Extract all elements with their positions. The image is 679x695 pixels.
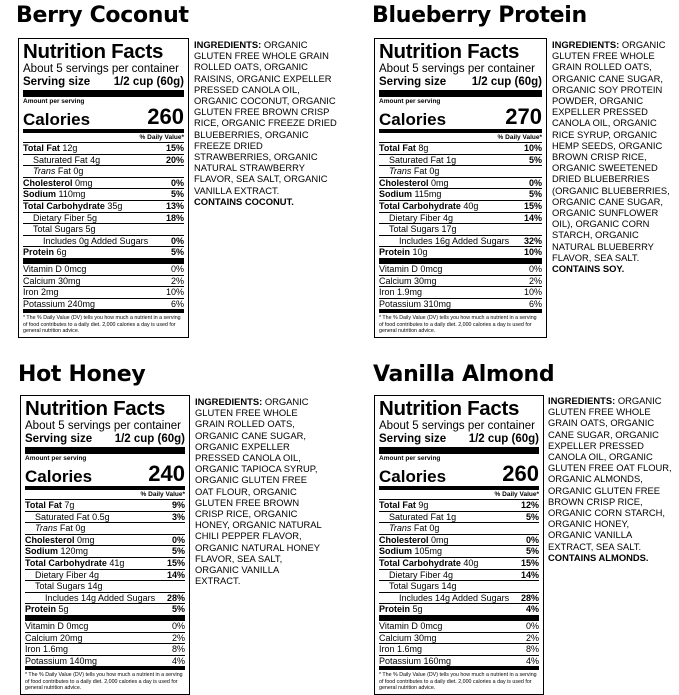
iron-label: Iron 1.9mg bbox=[379, 287, 423, 298]
calories-value: 270 bbox=[505, 104, 542, 129]
total-fat-label: Total Fat bbox=[25, 500, 62, 510]
sodium-dv: 5% bbox=[525, 546, 539, 557]
nutrition-facts-title: Nutrition Facts bbox=[23, 40, 164, 63]
calories-row bbox=[379, 463, 539, 490]
dietary-fiber-value: 4g bbox=[89, 569, 100, 580]
product-panel bbox=[373, 362, 679, 695]
servings-per-container: About 5 servings per container bbox=[379, 420, 535, 432]
protein-label: Protein bbox=[379, 247, 411, 258]
cholesterol-row bbox=[379, 535, 539, 547]
total-carbohydrate-label: Total Carbohydrate bbox=[379, 200, 461, 211]
ingredients-text bbox=[552, 39, 677, 274]
protein-row bbox=[379, 247, 542, 264]
protein-dv: 10% bbox=[523, 247, 542, 258]
added-sugars-row bbox=[23, 236, 184, 248]
total-sugars-label: Total Sugars bbox=[35, 581, 86, 592]
added-sugars-row bbox=[25, 593, 185, 605]
trans-fat-suffix: Fat bbox=[59, 523, 73, 534]
dietary-fiber-row bbox=[25, 570, 185, 582]
potassium-dv: 4% bbox=[171, 655, 185, 666]
total-fat-dv: 12% bbox=[520, 500, 539, 510]
ingredients-list: ORGANIC GLUTEN FREE WHOLE GRAIN OATS, ORGANIC CANE SUGAR, ORGANIC EXPELLER PRESSED CANOLA OIL, ORGANIC GLUTEN FREE OAT FLOUR, ORGANIC ALMONDS, ORGANIC GLUTEN FREE BROWN CRISP RICE, ORGANIC CORN STARCH, ORGANIC HONEY, ORGANIC VANILLA EXTRACT, SEA SALT. bbox=[548, 395, 672, 552]
dietary-fiber-label: Dietary Fiber bbox=[389, 569, 441, 580]
total-fat-dv: 9% bbox=[171, 500, 185, 510]
total-sugars-row bbox=[379, 581, 539, 593]
total-carbohydrate-dv: 15% bbox=[520, 557, 539, 568]
cholesterol-label: Cholesterol bbox=[25, 534, 75, 545]
product-panel bbox=[372, 3, 679, 343]
dietary-fiber-value: 5g bbox=[87, 212, 98, 223]
saturated-fat-dv: 20% bbox=[165, 154, 184, 165]
allergen-statement: CONTAINS COCONUT. bbox=[194, 195, 294, 207]
added-sugars-dv: 0% bbox=[170, 235, 184, 246]
nutrition-facts-title: Nutrition Facts bbox=[379, 397, 520, 420]
sodium-row bbox=[23, 189, 184, 201]
trans-fat-suffix: Fat bbox=[413, 166, 427, 177]
potassium-dv: 4% bbox=[525, 655, 539, 666]
iron-dv: 10% bbox=[523, 287, 542, 298]
product-title: Hot Honey bbox=[18, 362, 146, 387]
total-carbohydrate-dv: 15% bbox=[166, 557, 185, 568]
potassium-row bbox=[25, 656, 185, 671]
calcium-label: Calcium 30mg bbox=[23, 275, 81, 286]
vitamin-d-dv: 0% bbox=[170, 263, 184, 274]
calories-label: Calories bbox=[379, 467, 447, 486]
added-sugars-row bbox=[379, 236, 542, 248]
serving-size-row bbox=[25, 433, 185, 454]
saturated-fat-row bbox=[25, 512, 185, 524]
sodium-label: Sodium bbox=[23, 189, 56, 200]
sodium-dv: 5% bbox=[170, 189, 184, 200]
potassium-label: Potassium 140mg bbox=[25, 655, 98, 666]
potassium-label: Potassium 310mg bbox=[379, 298, 452, 309]
potassium-dv: 6% bbox=[528, 298, 542, 309]
allergen-statement: CONTAINS SOY. bbox=[552, 263, 625, 275]
trans-fat-label: Trans bbox=[35, 523, 58, 534]
total-fat-dv: 10% bbox=[523, 143, 542, 153]
vitamin-d-dv: 0% bbox=[528, 263, 542, 274]
nutrition-facts-label bbox=[374, 38, 547, 338]
iron-row bbox=[379, 644, 539, 656]
total-sugars-row bbox=[379, 224, 542, 236]
sodium-dv: 5% bbox=[171, 546, 185, 557]
dietary-fiber-row bbox=[379, 570, 539, 582]
calories-value: 240 bbox=[148, 461, 185, 486]
trans-fat-label: Trans bbox=[389, 166, 412, 177]
trans-fat-label: Trans bbox=[33, 166, 56, 177]
saturated-fat-dv: 5% bbox=[525, 511, 539, 522]
dietary-fiber-dv: 14% bbox=[166, 569, 185, 580]
daily-value-footnote: * The % Daily Value (DV) tells you how much a nutrient in a serving of food contributes to a daily diet. 2,000 calories a day is used for general nutrition advice. bbox=[25, 672, 183, 691]
allergen-statement: CONTAINS ALMONDS. bbox=[548, 551, 649, 563]
daily-value-header: % Daily Value* bbox=[23, 133, 184, 143]
total-carbohydrate-value: 40g bbox=[463, 200, 479, 211]
ingredients-heading: INGREDIENTS: bbox=[552, 39, 620, 50]
total-fat-dv: 15% bbox=[165, 143, 184, 153]
vitamin-d-row bbox=[379, 621, 539, 633]
saturated-fat-label: Saturated Fat bbox=[389, 154, 444, 165]
total-sugars-value: 14g bbox=[441, 581, 457, 592]
daily-value-footnote: * The % Daily Value (DV) tells you how much a nutrient in a serving of food contributes to a daily diet. 2,000 calories a day is used for general nutrition advice. bbox=[379, 315, 537, 334]
calories-label: Calories bbox=[379, 110, 447, 129]
calories-value: 260 bbox=[147, 104, 184, 129]
vitamin-d-row bbox=[25, 621, 185, 633]
total-carbohydrate-label: Total Carbohydrate bbox=[25, 557, 107, 568]
sodium-value: 105mg bbox=[414, 546, 443, 557]
potassium-label: Potassium 160mg bbox=[379, 655, 452, 666]
saturated-fat-label: Saturated Fat bbox=[35, 511, 90, 522]
ingredients-text bbox=[195, 396, 325, 586]
protein-value: 10g bbox=[412, 247, 428, 258]
product-title: Blueberry Protein bbox=[372, 3, 587, 28]
ingredients-list: ORGANIC GLUTEN FREE WHOLE GRAIN ROLLED OATS, ORGANIC CANE SUGAR, ORGANIC SOY PROTEIN POWDER, ORGANIC EXPELLER PRESSED CANOLA OIL, ORGANIC RICE SYRUP, ORGANIC HEMP SEEDS, ORGANIC BROWN CRISP RICE, ORGANIC SWEETENED DRIED BLUEBERRIES (ORGANIC BLUEBERRIES, ORGANIC CANE SUGAR, ORGANIC SUNFLOWER OIL), ORGANIC CORN STARCH, ORGANIC NATURAL BLUEBERRY FLAVOR, SEA SALT. bbox=[552, 39, 670, 263]
saturated-fat-dv: 5% bbox=[528, 154, 542, 165]
vitamin-d-label: Vitamin D 0mcg bbox=[23, 263, 87, 274]
cholesterol-value: 0mg bbox=[431, 534, 449, 545]
sodium-value: 120mg bbox=[60, 546, 89, 557]
cholesterol-label: Cholesterol bbox=[23, 177, 73, 188]
calcium-label: Calcium 30mg bbox=[379, 632, 437, 643]
potassium-dv: 6% bbox=[170, 298, 184, 309]
trans-fat-row bbox=[25, 523, 185, 535]
total-sugars-value: 17g bbox=[441, 224, 457, 235]
cholesterol-row bbox=[379, 178, 542, 190]
total-sugars-label: Total Sugars bbox=[33, 224, 84, 235]
calories-label: Calories bbox=[23, 110, 91, 129]
potassium-row bbox=[23, 299, 184, 314]
ingredients-heading: INGREDIENTS: bbox=[548, 395, 616, 406]
sodium-label: Sodium bbox=[379, 189, 412, 200]
cholesterol-dv: 0% bbox=[528, 177, 542, 188]
total-carbohydrate-row bbox=[379, 558, 539, 570]
sodium-row bbox=[379, 189, 542, 201]
total-sugars-label: Total Sugars bbox=[389, 224, 440, 235]
iron-label: Iron 1.6mg bbox=[379, 644, 423, 655]
calcium-row bbox=[379, 633, 539, 645]
added-sugars-row bbox=[379, 593, 539, 605]
calories-row bbox=[379, 106, 542, 133]
protein-dv: 4% bbox=[525, 604, 539, 615]
saturated-fat-row bbox=[379, 155, 542, 167]
cholesterol-value: 0mg bbox=[77, 534, 95, 545]
vitamin-d-row bbox=[379, 264, 542, 276]
total-fat-row bbox=[25, 500, 185, 512]
iron-dv: 8% bbox=[525, 644, 539, 655]
vitamin-d-dv: 0% bbox=[525, 620, 539, 631]
nutrition-facts-label bbox=[20, 395, 190, 695]
calcium-dv: 2% bbox=[170, 275, 184, 286]
protein-value: 6g bbox=[56, 247, 67, 258]
serving-size-value: 1/2 cup (60g) bbox=[468, 433, 539, 445]
servings-per-container: About 5 servings per container bbox=[25, 420, 181, 432]
trans-fat-row bbox=[23, 166, 184, 178]
sodium-label: Sodium bbox=[379, 546, 412, 557]
cholesterol-value: 0mg bbox=[75, 177, 93, 188]
total-fat-value: 12g bbox=[62, 143, 78, 153]
total-carbohydrate-value: 40g bbox=[463, 557, 479, 568]
protein-value: 5g bbox=[58, 604, 69, 615]
serving-size-row bbox=[379, 433, 539, 454]
calcium-label: Calcium 30mg bbox=[379, 275, 437, 286]
saturated-fat-label: Saturated Fat bbox=[33, 154, 88, 165]
serving-size-value: 1/2 cup (60g) bbox=[113, 76, 184, 88]
iron-row bbox=[379, 287, 542, 299]
iron-label: Iron 1.6mg bbox=[25, 644, 69, 655]
dietary-fiber-label: Dietary Fiber bbox=[389, 212, 441, 223]
sodium-value: 110mg bbox=[58, 189, 86, 200]
total-sugars-row bbox=[23, 224, 184, 236]
vitamin-d-label: Vitamin D 0mcg bbox=[25, 620, 89, 631]
cholesterol-dv: 0% bbox=[170, 177, 184, 188]
amount-per-serving: Amount per serving bbox=[25, 455, 87, 462]
servings-per-container: About 5 servings per container bbox=[379, 63, 535, 75]
serving-size-value: 1/2 cup (60g) bbox=[114, 433, 185, 445]
added-sugars-dv: 28% bbox=[166, 592, 185, 603]
daily-value-footnote: * The % Daily Value (DV) tells you how much a nutrient in a serving of food contributes to a daily diet. 2,000 calories a day is used for general nutrition advice. bbox=[23, 315, 181, 334]
iron-row bbox=[25, 644, 185, 656]
total-carbohydrate-row bbox=[379, 201, 542, 213]
trans-fat-value: 0g bbox=[429, 166, 440, 177]
amount-per-serving: Amount per serving bbox=[23, 98, 85, 105]
total-sugars-value: 14g bbox=[87, 581, 103, 592]
protein-value: 5g bbox=[412, 604, 423, 615]
total-fat-label: Total Fat bbox=[379, 143, 416, 153]
cholesterol-row bbox=[23, 178, 184, 190]
added-sugars-label: Includes 16g Added Sugars bbox=[399, 235, 510, 246]
ingredients-list: ORGANIC GLUTEN FREE WHOLE GRAIN ROLLED OATS, ORGANIC CANE SUGAR, ORGANIC EXPELLER PRESSED CANOLA OIL, ORGANIC TAPIOCA SYRUP, ORGANIC GLUTEN FREE OAT FLOUR, ORGANIC GLUTEN FREE BROWN CRISP RICE, ORGANIC HONEY, ORGANIC NATURAL CHILI PEPPER FLAVOR, ORGANIC NATURAL HONEY FLAVOR, SEA SALT, ORGANIC VANILLA EXTRACT. bbox=[195, 396, 322, 587]
nutrition-facts-title: Nutrition Facts bbox=[379, 40, 520, 63]
vitamin-d-label: Vitamin D 0mcg bbox=[379, 263, 443, 274]
ingredients-text bbox=[194, 39, 338, 207]
vitamin-d-row bbox=[23, 264, 184, 276]
sodium-value: 115mg bbox=[414, 189, 442, 200]
saturated-fat-row bbox=[379, 512, 539, 524]
trans-fat-value: 0g bbox=[429, 523, 440, 534]
dietary-fiber-row bbox=[23, 213, 184, 225]
serving-size-label: Serving size bbox=[379, 433, 447, 445]
trans-fat-suffix: Fat bbox=[413, 523, 427, 534]
protein-label: Protein bbox=[25, 604, 57, 615]
protein-dv: 5% bbox=[170, 247, 184, 258]
cholesterol-label: Cholesterol bbox=[379, 534, 429, 545]
cholesterol-value: 0mg bbox=[431, 177, 449, 188]
trans-fat-label: Trans bbox=[389, 523, 412, 534]
saturated-fat-value: 1g bbox=[446, 511, 457, 522]
iron-dv: 8% bbox=[171, 644, 185, 655]
dietary-fiber-value: 4g bbox=[443, 569, 454, 580]
total-sugars-value: 5g bbox=[85, 224, 96, 235]
total-sugars-row bbox=[25, 581, 185, 593]
total-fat-value: 7g bbox=[64, 500, 75, 510]
calories-row bbox=[25, 463, 185, 490]
added-sugars-dv: 28% bbox=[520, 592, 539, 603]
cholesterol-dv: 0% bbox=[525, 534, 539, 545]
sodium-label: Sodium bbox=[25, 546, 58, 557]
total-fat-value: 9g bbox=[418, 500, 429, 510]
daily-value-header: % Daily Value* bbox=[379, 490, 539, 500]
dietary-fiber-dv: 18% bbox=[165, 212, 184, 223]
total-fat-label: Total Fat bbox=[379, 500, 416, 510]
calcium-label: Calcium 20mg bbox=[25, 632, 83, 643]
added-sugars-label: Includes 14g Added Sugars bbox=[45, 592, 156, 603]
daily-value-header: % Daily Value* bbox=[25, 490, 185, 500]
saturated-fat-dv: 3% bbox=[171, 511, 185, 522]
total-carbohydrate-dv: 15% bbox=[523, 200, 542, 211]
nutrition-facts-label bbox=[374, 395, 544, 695]
vitamin-d-label: Vitamin D 0mcg bbox=[379, 620, 443, 631]
total-carbohydrate-dv: 13% bbox=[165, 200, 184, 211]
serving-size-label: Serving size bbox=[379, 76, 447, 88]
nutrition-facts-title: Nutrition Facts bbox=[25, 397, 166, 420]
saturated-fat-value: 1g bbox=[446, 154, 457, 165]
iron-dv: 10% bbox=[165, 287, 184, 298]
total-fat-row bbox=[379, 143, 542, 155]
servings-per-container: About 5 servings per container bbox=[23, 63, 179, 75]
potassium-label: Potassium 240mg bbox=[23, 298, 96, 309]
saturated-fat-label: Saturated Fat bbox=[389, 511, 444, 522]
protein-row bbox=[379, 604, 539, 621]
dietary-fiber-label: Dietary Fiber bbox=[35, 569, 87, 580]
total-carbohydrate-row bbox=[23, 201, 184, 213]
trans-fat-suffix: Fat bbox=[57, 166, 71, 177]
potassium-row bbox=[379, 656, 539, 671]
serving-size-label: Serving size bbox=[23, 76, 91, 88]
cholesterol-row bbox=[25, 535, 185, 547]
dietary-fiber-dv: 14% bbox=[523, 212, 542, 223]
amount-per-serving: Amount per serving bbox=[379, 98, 441, 105]
potassium-row bbox=[379, 299, 542, 314]
calcium-dv: 2% bbox=[171, 632, 185, 643]
total-carbohydrate-label: Total Carbohydrate bbox=[23, 200, 105, 211]
dietary-fiber-row bbox=[379, 213, 542, 225]
calories-value: 260 bbox=[502, 461, 539, 486]
total-carbohydrate-value: 41g bbox=[109, 557, 125, 568]
cholesterol-label: Cholesterol bbox=[379, 177, 429, 188]
serving-size-row bbox=[379, 76, 542, 97]
sodium-dv: 5% bbox=[528, 189, 542, 200]
vitamin-d-dv: 0% bbox=[171, 620, 185, 631]
calcium-row bbox=[25, 633, 185, 645]
serving-size-row bbox=[23, 76, 184, 97]
saturated-fat-value: 4g bbox=[90, 154, 101, 165]
added-sugars-dv: 32% bbox=[523, 235, 542, 246]
protein-label: Protein bbox=[379, 604, 411, 615]
daily-value-footnote: * The % Daily Value (DV) tells you how much a nutrient in a serving of food contributes to a daily diet. 2,000 calories a day is used for general nutrition advice. bbox=[379, 672, 537, 691]
trans-fat-row bbox=[379, 523, 539, 535]
ingredients-list: ORGANIC GLUTEN FREE WHOLE GRAIN ROLLED OATS, ORGANIC RAISINS, ORGANIC EXPELLER PRESSED CANOLA OIL, ORGANIC COCONUT, ORGANIC GLUTEN FREE BROWN CRISP RICE, ORGANIC FREEZE DRIED BLUEBERRIES, ORGANIC FREEZE DRIED STRAWBERRIES, ORGANIC NATURAL STRAWBERRY FLAVOR, SEA SALT, ORGANIC VANILLA EXTRACT. bbox=[194, 39, 337, 196]
total-carbohydrate-value: 35g bbox=[107, 200, 123, 211]
protein-row bbox=[23, 247, 184, 264]
total-carbohydrate-label: Total Carbohydrate bbox=[379, 557, 461, 568]
iron-label: Iron 2mg bbox=[23, 287, 59, 298]
iron-row bbox=[23, 287, 184, 299]
calcium-dv: 2% bbox=[528, 275, 542, 286]
total-sugars-label: Total Sugars bbox=[389, 581, 440, 592]
trans-fat-value: 0g bbox=[73, 166, 84, 177]
dietary-fiber-dv: 14% bbox=[520, 569, 539, 580]
sodium-row bbox=[379, 546, 539, 558]
protein-dv: 5% bbox=[171, 604, 185, 615]
added-sugars-label: Includes 14g Added Sugars bbox=[399, 592, 510, 603]
cholesterol-dv: 0% bbox=[171, 534, 185, 545]
calcium-row bbox=[379, 276, 542, 288]
calories-label: Calories bbox=[25, 467, 93, 486]
total-fat-row bbox=[23, 143, 184, 155]
trans-fat-row bbox=[379, 166, 542, 178]
total-carbohydrate-row bbox=[25, 558, 185, 570]
total-fat-label: Total Fat bbox=[23, 143, 60, 153]
product-title: Vanilla Almond bbox=[373, 362, 555, 387]
daily-value-header: % Daily Value* bbox=[379, 133, 542, 143]
protein-row bbox=[25, 604, 185, 621]
saturated-fat-value: 0.5g bbox=[92, 511, 110, 522]
product-panel bbox=[18, 362, 348, 695]
nutrition-facts-label bbox=[18, 38, 189, 338]
amount-per-serving: Amount per serving bbox=[379, 455, 441, 462]
dietary-fiber-label: Dietary Fiber bbox=[33, 212, 85, 223]
ingredients-heading: INGREDIENTS: bbox=[194, 39, 262, 50]
dietary-fiber-value: 4g bbox=[443, 212, 454, 223]
added-sugars-label: Includes 0g Added Sugars bbox=[43, 235, 149, 246]
total-fat-row bbox=[379, 500, 539, 512]
ingredients-heading: INGREDIENTS: bbox=[195, 396, 263, 407]
ingredients-text bbox=[548, 395, 673, 563]
calcium-row bbox=[23, 276, 184, 288]
saturated-fat-row bbox=[23, 155, 184, 167]
sodium-row bbox=[25, 546, 185, 558]
serving-size-label: Serving size bbox=[25, 433, 93, 445]
product-title: Berry Coconut bbox=[16, 3, 189, 28]
protein-label: Protein bbox=[23, 247, 55, 258]
trans-fat-value: 0g bbox=[75, 523, 86, 534]
total-fat-value: 8g bbox=[418, 143, 429, 153]
calories-row bbox=[23, 106, 184, 133]
calcium-dv: 2% bbox=[525, 632, 539, 643]
serving-size-value: 1/2 cup (60g) bbox=[471, 76, 542, 88]
product-panel bbox=[16, 3, 346, 343]
